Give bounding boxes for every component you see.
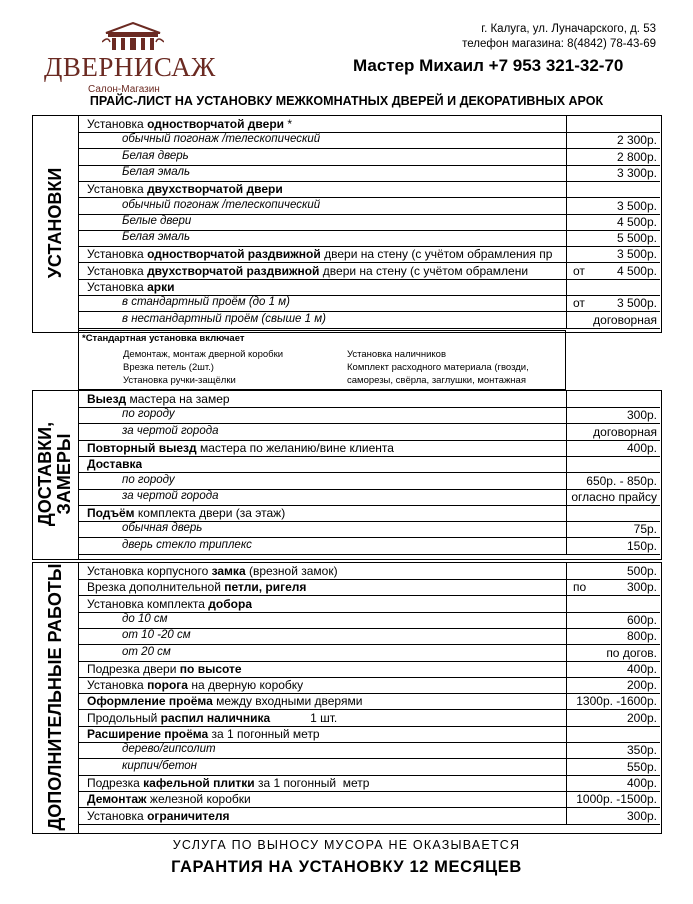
price-cell <box>566 198 660 214</box>
service-description <box>87 457 142 471</box>
description-part: дверь стекло триплекс <box>122 538 252 551</box>
price-cell <box>566 440 660 456</box>
price-value: договорная <box>593 312 657 327</box>
description-part: между входными дверями <box>212 694 363 709</box>
service-description <box>122 215 191 227</box>
price-row <box>78 424 660 441</box>
price-value: 3 500р. <box>616 296 657 311</box>
service-description <box>87 392 230 406</box>
price-value: 350р. <box>626 743 657 758</box>
price-value: 800р. <box>626 629 657 644</box>
price-row <box>78 661 660 678</box>
description-part: Повторный выезд <box>87 440 197 455</box>
standard-installation-note <box>78 330 566 390</box>
description-part: Установка <box>87 280 148 294</box>
price-value: 4 500р. <box>616 214 657 229</box>
price-value: договорная <box>593 424 657 439</box>
description-part: от 20 см <box>122 645 171 658</box>
price-value: 3 300р. <box>616 165 657 180</box>
section-label: ДОПОЛНИТЕЛЬНЫЕ РАБОТЫ <box>45 563 65 831</box>
service-description <box>122 425 218 437</box>
description-part: по городу <box>122 473 175 486</box>
description-part: Подрезка <box>87 775 144 790</box>
logo-portico-icon <box>102 22 164 52</box>
price-row <box>78 473 660 490</box>
service-description <box>122 231 190 243</box>
price-value: 600р. <box>626 612 657 627</box>
price-cell <box>566 538 660 554</box>
description-part: Установка <box>87 247 148 262</box>
price-row <box>78 181 660 198</box>
price-row <box>78 775 660 792</box>
price-cell <box>566 424 660 440</box>
price-cell <box>566 312 660 328</box>
description-part: Продольный <box>87 710 161 725</box>
price-row <box>78 742 660 759</box>
page-title: ПРАЙС-ЛИСТ НА УСТАНОВКУ МЕЖКОМНАТНЫХ ДВЕРЕЙ И ДЕКОРАТИВНЫХ АРОК <box>89 94 604 108</box>
price-cell <box>566 742 660 758</box>
price-cell <box>566 521 660 537</box>
description-part: Установка комплекта <box>87 596 209 611</box>
master-contact: Мастер Михаил +7 953 321-32-70 <box>353 56 624 75</box>
price-row <box>78 791 660 808</box>
description-part: замка <box>211 564 246 578</box>
service-description <box>122 296 290 308</box>
price-row <box>78 521 660 538</box>
description-part: Расширение проёма <box>87 727 209 741</box>
price-row <box>78 677 660 694</box>
service-description <box>87 678 303 692</box>
price-prefix: от <box>573 263 585 278</box>
price-row <box>78 645 660 662</box>
description-part: двухстворчатой двери <box>147 182 283 197</box>
service-description <box>122 760 197 772</box>
price-row <box>78 628 660 645</box>
service-description <box>87 580 306 594</box>
section-label: УСТАНОВКИ <box>45 167 65 279</box>
note-item: саморезы, свёрла, заглушки, монтажная <box>347 375 526 386</box>
price-row <box>78 538 660 555</box>
description-part: за 1 погонный метр <box>254 775 370 790</box>
description-part: до 10 см <box>122 612 168 625</box>
logo-subtitle: Салон-Магазин <box>88 84 160 95</box>
service-description <box>87 182 283 196</box>
price-cell <box>566 710 660 726</box>
note-item: Демонтаж, монтаж дверной коробки <box>123 349 284 360</box>
price-prefix: от <box>573 296 585 311</box>
price-value: 3 500р. <box>616 198 657 213</box>
logo <box>40 22 220 100</box>
price-row <box>78 246 660 263</box>
description-part: Подрезка двери <box>87 661 180 676</box>
price-value: 200р. <box>626 710 657 725</box>
shop-phone: телефон магазина: 8(4842) 78-43-69 <box>462 38 656 50</box>
description-part: Врезка дополнительной <box>87 580 225 595</box>
service-description <box>87 776 369 790</box>
price-value: 500р. <box>626 564 657 578</box>
price-row <box>78 456 660 473</box>
price-cell <box>566 628 660 644</box>
price-row <box>78 579 660 596</box>
service-description <box>122 150 189 162</box>
description-part: обычный погонаж /телескопический <box>122 198 321 211</box>
price-value: 650р. - 850р. <box>586 473 657 488</box>
description-part: Выезд <box>87 392 127 406</box>
description-part: Белая дверь <box>122 149 189 162</box>
price-cell <box>566 726 660 742</box>
price-value: 400р. <box>626 661 657 676</box>
price-cell <box>566 295 660 311</box>
description-part: в нестандартный проём (свыше 1 м) <box>122 312 326 325</box>
note-item: Установка наличников <box>347 349 447 360</box>
description-part: распил наличника <box>160 710 271 725</box>
description-part: Установка корпусного <box>87 564 212 578</box>
price-row <box>78 489 660 506</box>
description-part: за 1 погонный метр <box>208 727 320 741</box>
price-cell <box>566 791 660 807</box>
description-part: 1 шт. <box>270 710 338 725</box>
description-part: Установка <box>87 182 148 197</box>
description-part: кирпич/бетон <box>122 759 198 772</box>
price-row <box>78 132 660 149</box>
service-description <box>87 264 528 278</box>
service-description <box>122 166 190 178</box>
description-part: ограничителя <box>147 808 230 823</box>
price-value: 550р. <box>626 759 657 774</box>
description-part: двухстворчатой раздвижной <box>147 263 320 278</box>
service-description <box>122 490 218 502</box>
price-value: 3 500р. <box>616 247 657 262</box>
service-description <box>122 629 191 641</box>
price-value: 1300р. -1600р. <box>576 694 657 709</box>
service-description <box>122 743 216 755</box>
logo-name: ДВЕРНИСАЖ <box>44 52 216 82</box>
note-item: Установка ручки-защёлки <box>123 375 236 386</box>
price-value: 300р. <box>626 580 657 595</box>
price-value: 1000р. -1500р. <box>576 792 657 807</box>
price-cell <box>566 165 660 181</box>
price-cell <box>566 181 660 197</box>
price-row <box>78 198 660 215</box>
description-part: одностворчатой раздвижной <box>147 247 321 262</box>
price-cell <box>566 563 660 579</box>
price-cell <box>566 132 660 148</box>
service-description <box>87 117 292 131</box>
service-description <box>87 792 251 806</box>
description-part: Белая эмаль <box>122 231 191 244</box>
service-description <box>87 727 320 741</box>
price-cell <box>566 473 660 489</box>
service-description <box>122 199 320 211</box>
price-row <box>78 759 660 776</box>
price-value: по догов. <box>606 645 657 660</box>
service-description <box>122 539 252 551</box>
service-description <box>122 408 175 420</box>
price-cell <box>566 759 660 775</box>
service-description <box>122 613 168 625</box>
price-row <box>78 693 660 710</box>
description-part: дерево/гипсолит <box>122 743 216 756</box>
price-cell <box>566 677 660 693</box>
service-description <box>87 506 285 520</box>
price-value: 300р. <box>626 808 657 823</box>
price-row <box>78 596 660 613</box>
price-cell <box>566 596 660 612</box>
price-row <box>78 710 660 727</box>
price-value: 150р. <box>626 538 657 553</box>
description-part: порога <box>147 678 188 693</box>
address: г. Калуга, ул. Луначарского, д. 53 <box>481 23 656 35</box>
description-part: по городу <box>122 408 175 421</box>
price-row <box>78 295 660 312</box>
description-part: добора <box>208 596 252 611</box>
description-part: обычная дверь <box>122 522 203 535</box>
description-part: за чертой города <box>122 424 219 437</box>
price-cell <box>566 214 660 230</box>
description-part: мастера по желанию/вине клиента <box>196 440 394 455</box>
section-label: ДОСТАВКИ, ЗАМЕРЫ <box>35 421 74 527</box>
description-part: Демонтаж <box>87 792 147 807</box>
description-part: железной коробки <box>146 792 251 807</box>
service-description <box>87 694 362 708</box>
description-part: петли, ригеля <box>224 580 307 595</box>
service-description <box>87 564 338 578</box>
price-row <box>78 116 660 133</box>
price-cell <box>566 808 660 824</box>
price-row <box>78 612 660 629</box>
price-cell <box>566 230 660 246</box>
price-cell <box>566 149 660 165</box>
description-part: Установка <box>87 678 148 693</box>
price-cell <box>566 505 660 521</box>
description-part: по высоте <box>179 661 242 676</box>
price-cell <box>566 489 660 505</box>
price-cell <box>566 116 660 132</box>
price-row <box>78 391 660 408</box>
description-part: одностворчатой двери <box>147 117 285 131</box>
description-part: Белая эмаль <box>122 165 191 178</box>
price-value: 5 500р. <box>616 231 657 246</box>
description-part: в стандартный проём (до 1 м) <box>122 296 290 309</box>
service-description <box>87 441 394 455</box>
price-value: 4 500р. <box>616 263 657 278</box>
waste-removal-note: УСЛУГА ПО ВЫНОСУ МУСОРА НЕ ОКАЗЫВАЕТСЯ <box>172 838 521 852</box>
description-part: Оформление проёма <box>87 694 213 709</box>
price-value: 2 800р. <box>616 149 657 164</box>
price-row <box>78 407 660 424</box>
service-description <box>87 711 337 725</box>
price-value: огласно прайсу <box>571 489 657 504</box>
price-row <box>78 279 660 296</box>
price-cell <box>566 456 660 472</box>
price-value: 200р. <box>626 678 657 693</box>
description-part: двери на стену (с учётом обрамлени <box>319 263 529 278</box>
price-cell <box>566 612 660 628</box>
description-part: Доставка <box>87 457 143 472</box>
price-value: 300р. <box>626 408 657 423</box>
service-description <box>87 597 252 611</box>
description-part: (врезной замок) <box>245 564 338 578</box>
price-row <box>78 726 660 743</box>
price-row <box>78 312 660 329</box>
price-value: 2 300р. <box>616 133 657 148</box>
price-cell <box>566 391 660 407</box>
service-description <box>87 809 230 823</box>
description-part: Подъём <box>87 506 135 521</box>
description-part: Установка <box>87 263 148 278</box>
price-value: 75р. <box>633 522 657 537</box>
service-description <box>87 247 552 261</box>
service-description <box>122 522 202 534</box>
price-row <box>78 440 660 457</box>
price-row <box>78 263 660 280</box>
description-part: Белые двери <box>122 214 192 227</box>
price-row <box>78 214 660 231</box>
price-cell <box>566 263 660 279</box>
description-part: мастера на замер <box>126 392 230 406</box>
price-cell <box>566 661 660 677</box>
description-part: комплекта двери (за этаж) <box>134 506 286 521</box>
description-part: от 10 -20 см <box>122 629 191 642</box>
description-part: Установка <box>87 117 148 131</box>
description-part: арки <box>147 280 175 294</box>
price-cell <box>566 246 660 262</box>
price-prefix: по <box>573 580 587 595</box>
price-cell <box>566 407 660 423</box>
price-row <box>78 165 660 182</box>
service-description <box>122 313 326 325</box>
note-item: Врезка петель (2шт.) <box>123 362 214 373</box>
price-row <box>78 505 660 522</box>
description-part: Установка <box>87 808 148 823</box>
description-part: обычный погонаж /телескопический <box>122 133 321 146</box>
price-cell <box>566 693 660 709</box>
note-item: Комплект расходного материала (гвозди, <box>347 362 529 373</box>
description-part: * <box>284 117 293 131</box>
price-row <box>78 808 660 825</box>
price-cell <box>566 279 660 295</box>
note-heading: *Стандартная установка включает <box>82 333 245 344</box>
description-part: на дверную коробку <box>187 678 304 693</box>
price-row <box>78 230 660 247</box>
price-value: 400р. <box>626 440 657 455</box>
service-description <box>87 662 242 676</box>
price-value: 400р. <box>626 775 657 790</box>
service-description <box>122 646 171 658</box>
description-part: за чертой города <box>122 489 219 502</box>
guarantee-note: ГАРАНТИЯ НА УСТАНОВКУ 12 МЕСЯЦЕВ <box>171 858 522 876</box>
service-description <box>122 474 175 486</box>
price-cell <box>566 645 660 661</box>
contact-block <box>462 22 656 52</box>
price-row <box>78 149 660 166</box>
price-cell <box>566 579 660 595</box>
price-row <box>78 563 660 580</box>
description-part: кафельной плитки <box>143 775 255 790</box>
service-description <box>87 280 174 294</box>
price-cell <box>566 775 660 791</box>
service-description <box>122 133 320 145</box>
description-part: двери на стену (с учётом обрамления пр <box>320 247 553 262</box>
